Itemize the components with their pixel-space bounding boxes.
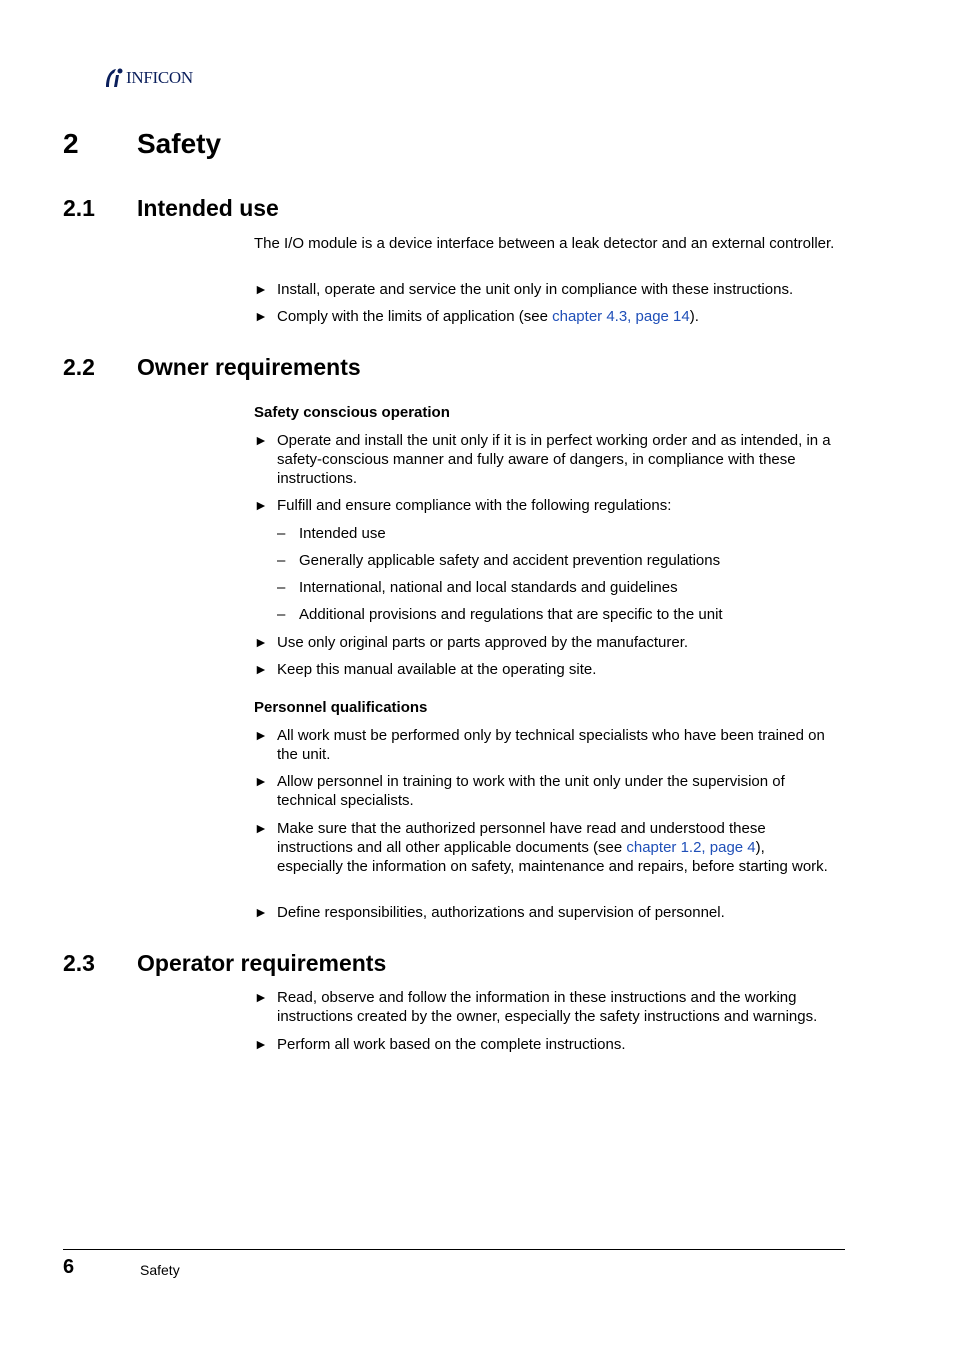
bullet-arrow-icon: ► [254,634,268,650]
list-item: – Additional provisions and regulations that are specific to the unit [277,606,723,623]
subheading-safety-conscious: Safety conscious operation [254,404,450,421]
link-chapter-4-3[interactable]: chapter 4.3, page 14 [552,308,690,325]
chapter-title: Safety [137,128,222,159]
bullet-arrow-icon: ► [254,989,268,1005]
list-item: ► Make sure that the authorized personnel have read and understood these instructions and all other applicable documents (see chapter 1.2, page 4), especially the information on safety, maintenance and repairs, before starting work. [254,820,828,875]
bullet-arrow-icon: ► [254,820,268,836]
section-2-1-title: Intended use [137,195,279,221]
inficon-logo [104,66,193,90]
bullet-arrow-icon: ► [254,661,268,677]
list-item: ► Use only original parts or parts approved by the manufacturer. [254,634,689,651]
bullet-arrow-icon: ► [254,1036,268,1052]
list-item: ► Operate and install the unit only if it is in perfect working order and as intended, in a safety-conscious manner and fully aware of dangers, in compliance with these instructions. [254,432,831,487]
list-item: ► Read, observe and follow the information in these instructions and the working instructions created by the owner, especially the safety instructions and warnings. [254,989,818,1025]
list-item: ► Fulfill and ensure compliance with the following regulations: [254,497,672,514]
chapter-number: 2 [63,128,79,159]
list-item: – Generally applicable safety and accident prevention regulations [277,552,721,569]
list-item: ► Perform all work based on the complete instructions. [254,1036,626,1053]
section-2-2-title: Owner requirements [137,354,361,380]
bullet-arrow-icon: ► [254,497,268,513]
intended-use-intro: The I/O module is a device interface between a leak detector and an external controller. [254,235,835,252]
section-2-2-number: 2.2 [63,354,95,380]
list-item: – International, national and local standards and guidelines [277,579,678,596]
link-chapter-1-2[interactable]: chapter 1.2, page 4 [626,839,756,856]
list-item: ► All work must be performed only by technical specialists who have been trained on the unit. [254,727,825,763]
logo-wordmark: INFICON [126,68,193,87]
dash-icon: – [277,579,286,596]
section-2-3-number: 2.3 [63,950,95,976]
bullet-arrow-icon: ► [254,904,268,920]
bullet-arrow-icon: ► [254,727,268,743]
list-item: ► Allow personnel in training to work with the unit only under the supervision of technical specialists. [254,773,785,809]
page-number: 6 [63,1256,75,1278]
section-2-3-title: Operator requirements [137,950,387,976]
list-item: ► Install, operate and service the unit only in compliance with these instructions. [254,281,794,298]
footer-section-title: Safety [140,1262,180,1278]
list-item: ► Keep this manual available at the operating site. [254,661,597,678]
bullet-arrow-icon: ► [254,308,268,324]
list-item: ► Define responsibilities, authorizations and supervision of personnel. [254,904,725,921]
subheading-personnel-qualifications: Personnel qualifications [254,699,428,716]
list-item: – Intended use [277,525,386,542]
dash-icon: – [277,552,286,569]
list-item: ► Comply with the limits of application (see chapter 4.3, page 14). [254,308,699,325]
section-2-1-number: 2.1 [63,195,95,221]
dash-icon: – [277,525,286,542]
dash-icon: – [277,606,286,623]
bullet-arrow-icon: ► [254,432,268,448]
footer-divider [63,1249,845,1250]
bullet-arrow-icon: ► [254,773,268,789]
inficon-logo-mark-icon [104,67,124,89]
bullet-arrow-icon: ► [254,281,268,297]
